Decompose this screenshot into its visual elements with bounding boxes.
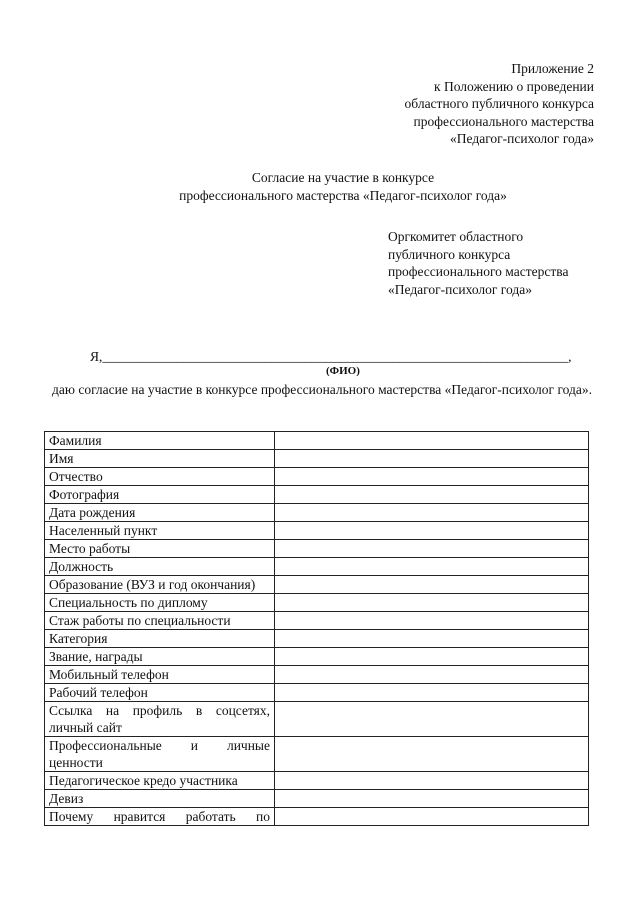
recipient-line: Оргкомитет областного	[388, 229, 524, 244]
fio-label: (ФИО)	[326, 365, 360, 377]
field-value[interactable]	[275, 772, 589, 790]
field-label: Рабочий телефон	[45, 684, 275, 702]
field-label: Стаж работы по специальности	[45, 612, 275, 630]
table-row	[45, 648, 589, 666]
table-row	[45, 612, 589, 630]
table-row	[45, 468, 589, 486]
field-value[interactable]	[275, 684, 589, 702]
appendix-line: профессионального мастерства	[413, 113, 594, 129]
table-row	[45, 666, 589, 684]
field-label: Место работы	[45, 540, 275, 558]
field-label: Звание, награды	[45, 648, 275, 666]
table-row	[45, 702, 589, 737]
field-value[interactable]	[275, 612, 589, 630]
recipient-block	[388, 228, 568, 298]
appendix-line: Приложение 2	[511, 61, 594, 76]
field-value[interactable]	[275, 558, 589, 576]
table-row	[45, 594, 589, 612]
recipient-line: публичного конкурса	[388, 246, 511, 262]
table-row	[45, 630, 589, 648]
field-label: Девиз	[45, 790, 275, 808]
field-value[interactable]	[275, 594, 589, 612]
table-row	[45, 684, 589, 702]
field-label: Ссылка на профиль в соцсетях, личный сайт	[45, 702, 275, 737]
field-label: Педагогическое кредо участника	[45, 772, 275, 790]
field-value[interactable]	[275, 737, 589, 772]
field-label: Профессиональные и личные ценности	[45, 737, 275, 772]
title-line: Согласие на участие в конкурсе	[251, 170, 435, 185]
document-title	[0, 169, 640, 204]
participant-info-table	[44, 431, 589, 826]
field-label: Мобильный телефон	[45, 666, 275, 684]
field-value[interactable]	[275, 808, 589, 826]
field-label: Должность	[45, 558, 275, 576]
field-value[interactable]	[275, 522, 589, 540]
field-value[interactable]	[275, 576, 589, 594]
field-label: Населенный пункт	[45, 522, 275, 540]
field-value[interactable]	[275, 666, 589, 684]
title-line: профессионального мастерства «Педагог-психолог года»	[179, 187, 507, 203]
table-row	[45, 790, 589, 808]
field-label: Имя	[45, 450, 275, 468]
table-row	[45, 504, 589, 522]
field-label: Образование (ВУЗ и год окончания)	[45, 576, 275, 594]
field-value[interactable]	[275, 450, 589, 468]
appendix-line: к Положению о проведении	[434, 78, 594, 94]
table-row	[45, 737, 589, 772]
field-label: Специальность по диплому	[45, 594, 275, 612]
table-row	[45, 522, 589, 540]
consent-text: даю согласие на участие в конкурсе профессионального мастерства «Педагог-психолог года».	[52, 382, 592, 397]
field-value[interactable]	[275, 468, 589, 486]
field-value[interactable]	[275, 504, 589, 522]
table-row	[45, 450, 589, 468]
table-row	[45, 432, 589, 450]
field-label: Категория	[45, 630, 275, 648]
table-row	[45, 772, 589, 790]
table-row	[45, 576, 589, 594]
appendix-line: областного публичного конкурса	[404, 96, 594, 111]
field-value[interactable]	[275, 702, 589, 737]
field-label: Фамилия	[45, 432, 275, 450]
recipient-line: профессионального мастерства	[388, 264, 569, 279]
field-value[interactable]	[275, 540, 589, 558]
table-row	[45, 486, 589, 504]
field-label: Дата рождения	[45, 504, 275, 522]
field-label: Отчество	[45, 468, 275, 486]
name-fill-line: Я,_____________________________________________________________________,	[90, 349, 572, 364]
field-label: Почему нравится работать по	[45, 808, 275, 826]
field-value[interactable]	[275, 630, 589, 648]
appendix-header	[405, 60, 594, 148]
appendix-line: «Педагог-психолог года»	[450, 131, 594, 146]
field-label: Фотография	[45, 486, 275, 504]
recipient-line: «Педагог-психолог года»	[388, 281, 532, 297]
field-value[interactable]	[275, 486, 589, 504]
table-row	[45, 540, 589, 558]
table-row	[45, 558, 589, 576]
field-value[interactable]	[275, 790, 589, 808]
field-value[interactable]	[275, 432, 589, 450]
table-row	[45, 808, 589, 826]
field-value[interactable]	[275, 648, 589, 666]
